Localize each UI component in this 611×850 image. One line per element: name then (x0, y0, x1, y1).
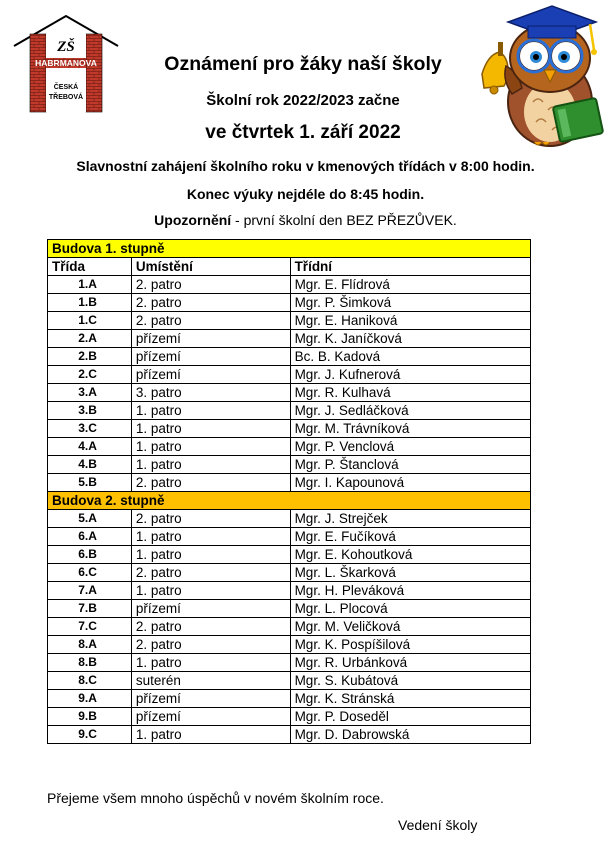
page-title: Oznámení pro žáky naší školy (164, 53, 442, 75)
class-cell: 7.C (48, 618, 132, 636)
table-row (48, 726, 531, 744)
teacher-cell: Mgr. R. Urbánková (290, 654, 530, 672)
column-header-row (48, 258, 531, 276)
table-row (48, 708, 531, 726)
class-cell: 5.B (48, 474, 132, 492)
class-cell: 1.A (48, 276, 132, 294)
class-cell: 9.B (48, 708, 132, 726)
class-cell: 6.A (48, 528, 132, 546)
teacher-cell: Mgr. J. Sedláčková (290, 402, 530, 420)
location-cell: přízemí (131, 600, 290, 618)
teacher-cell: Mgr. P. Venclová (290, 438, 530, 456)
start-date-line: ve čtvrtek 1. září 2022 (205, 122, 401, 143)
teacher-cell: Mgr. J. Kufnerová (290, 366, 530, 384)
teacher-cell: Mgr. K. Janíčková (290, 330, 530, 348)
location-cell: 2. patro (131, 636, 290, 654)
teacher-cell: Mgr. E. Fučíková (290, 528, 530, 546)
location-cell: 1. patro (131, 528, 290, 546)
location-cell: 1. patro (131, 726, 290, 744)
location-cell: 1. patro (131, 546, 290, 564)
table-row (48, 528, 531, 546)
location-cell: 2. patro (131, 510, 290, 528)
section-header-row (48, 240, 531, 258)
table-row (48, 564, 531, 582)
column-header: Umístění (131, 258, 290, 276)
table-row (48, 348, 531, 366)
location-cell: 1. patro (131, 420, 290, 438)
column-header: Třídní (290, 258, 530, 276)
table-row (48, 438, 531, 456)
location-cell: 2. patro (131, 294, 290, 312)
teacher-cell: Mgr. S. Kubátová (290, 672, 530, 690)
class-cell: 7.A (48, 582, 132, 600)
class-cell: 5.A (48, 510, 132, 528)
table-row (48, 330, 531, 348)
warning-line (0, 212, 611, 228)
class-cell: 8.B (48, 654, 132, 672)
teacher-cell: Bc. B. Kadová (290, 348, 530, 366)
class-schedule-table (47, 239, 531, 744)
table-row (48, 654, 531, 672)
location-cell: 1. patro (131, 438, 290, 456)
signature: Vedení školy (398, 817, 478, 833)
table-row (48, 474, 531, 492)
class-cell: 3.B (48, 402, 132, 420)
class-cell: 2.C (48, 366, 132, 384)
warning-label: Upozornění (154, 212, 232, 228)
column-header: Třída (48, 258, 132, 276)
table-row (48, 276, 531, 294)
teacher-cell: Mgr. L. Škarková (290, 564, 530, 582)
location-cell: 1. patro (131, 582, 290, 600)
table-row (48, 402, 531, 420)
location-cell: přízemí (131, 348, 290, 366)
teacher-cell: Mgr. M. Trávníková (290, 420, 530, 438)
teacher-cell: Mgr. I. Kapounová (290, 474, 530, 492)
class-cell: 4.A (48, 438, 132, 456)
teacher-cell: Mgr. P. Štanclová (290, 456, 530, 474)
location-cell: přízemí (131, 708, 290, 726)
table-row (48, 312, 531, 330)
teacher-cell: Mgr. M. Veličková (290, 618, 530, 636)
table-row (48, 294, 531, 312)
class-cell: 2.A (48, 330, 132, 348)
teacher-cell: Mgr. P. Šimková (290, 294, 530, 312)
teacher-cell: Mgr. J. Strejček (290, 510, 530, 528)
teacher-cell: Mgr. R. Kulhavá (290, 384, 530, 402)
table-row (48, 618, 531, 636)
teacher-cell: Mgr. D. Dabrowská (290, 726, 530, 744)
closing-wish: Přejeme všem mnoho úspěchů v novém školním roce. (47, 790, 384, 806)
school-logo (12, 14, 120, 114)
teacher-cell: Mgr. E. Flídrová (290, 276, 530, 294)
teacher-cell: Mgr. E. Haniková (290, 312, 530, 330)
class-cell: 1.C (48, 312, 132, 330)
location-cell: 3. patro (131, 384, 290, 402)
table-row (48, 600, 531, 618)
location-cell: 2. patro (131, 474, 290, 492)
logo-initials: ZŠ (57, 39, 75, 55)
table-row (48, 420, 531, 438)
logo-name: HABRMANOVA (35, 58, 97, 68)
class-cell: 3.A (48, 384, 132, 402)
teacher-cell: Mgr. K. Stránská (290, 690, 530, 708)
location-cell: 1. patro (131, 654, 290, 672)
location-cell: 2. patro (131, 564, 290, 582)
teacher-cell: Mgr. E. Kohoutková (290, 546, 530, 564)
location-cell: 2. patro (131, 276, 290, 294)
teacher-cell: Mgr. H. Pleváková (290, 582, 530, 600)
class-cell: 3.C (48, 420, 132, 438)
table-row (48, 546, 531, 564)
table-row (48, 672, 531, 690)
section-title: Budova 1. stupně (48, 240, 531, 258)
class-cell: 6.C (48, 564, 132, 582)
opening-time-line: Slavnostní zahájení školního roku v kmenových třídách v 8:00 hodin. (76, 158, 535, 174)
class-cell: 9.A (48, 690, 132, 708)
table-row (48, 366, 531, 384)
class-cell: 4.B (48, 456, 132, 474)
location-cell: 2. patro (131, 618, 290, 636)
location-cell: 2. patro (131, 312, 290, 330)
logo-town-1: ČESKÁ (53, 84, 79, 91)
owl-illustration (478, 2, 606, 152)
table-row (48, 456, 531, 474)
teacher-cell: Mgr. P. Doseděl (290, 708, 530, 726)
table-row (48, 690, 531, 708)
end-time-line: Konec výuky nejdéle do 8:45 hodin. (186, 186, 425, 202)
school-year-line: Školní rok 2022/2023 začne (206, 92, 400, 109)
warning-text: - první školní den BEZ PŘEZŮVEK. (231, 212, 457, 228)
location-cell: suterén (131, 672, 290, 690)
teacher-cell: Mgr. K. Pospíšilová (290, 636, 530, 654)
teacher-cell: Mgr. L. Plocová (290, 600, 530, 618)
table-row (48, 384, 531, 402)
section-title: Budova 2. stupně (48, 492, 531, 510)
location-cell: 1. patro (131, 402, 290, 420)
section-header-row (48, 492, 531, 510)
class-cell: 9.C (48, 726, 132, 744)
class-cell: 2.B (48, 348, 132, 366)
logo-town-2: TŘEBOVÁ (48, 94, 84, 101)
location-cell: 1. patro (131, 456, 290, 474)
location-cell: přízemí (131, 690, 290, 708)
class-cell: 8.C (48, 672, 132, 690)
location-cell: přízemí (131, 330, 290, 348)
table-row (48, 636, 531, 654)
class-cell: 6.B (48, 546, 132, 564)
class-cell: 1.B (48, 294, 132, 312)
class-cell: 7.B (48, 600, 132, 618)
location-cell: přízemí (131, 366, 290, 384)
table-row (48, 582, 531, 600)
class-cell: 8.A (48, 636, 132, 654)
table-row (48, 510, 531, 528)
